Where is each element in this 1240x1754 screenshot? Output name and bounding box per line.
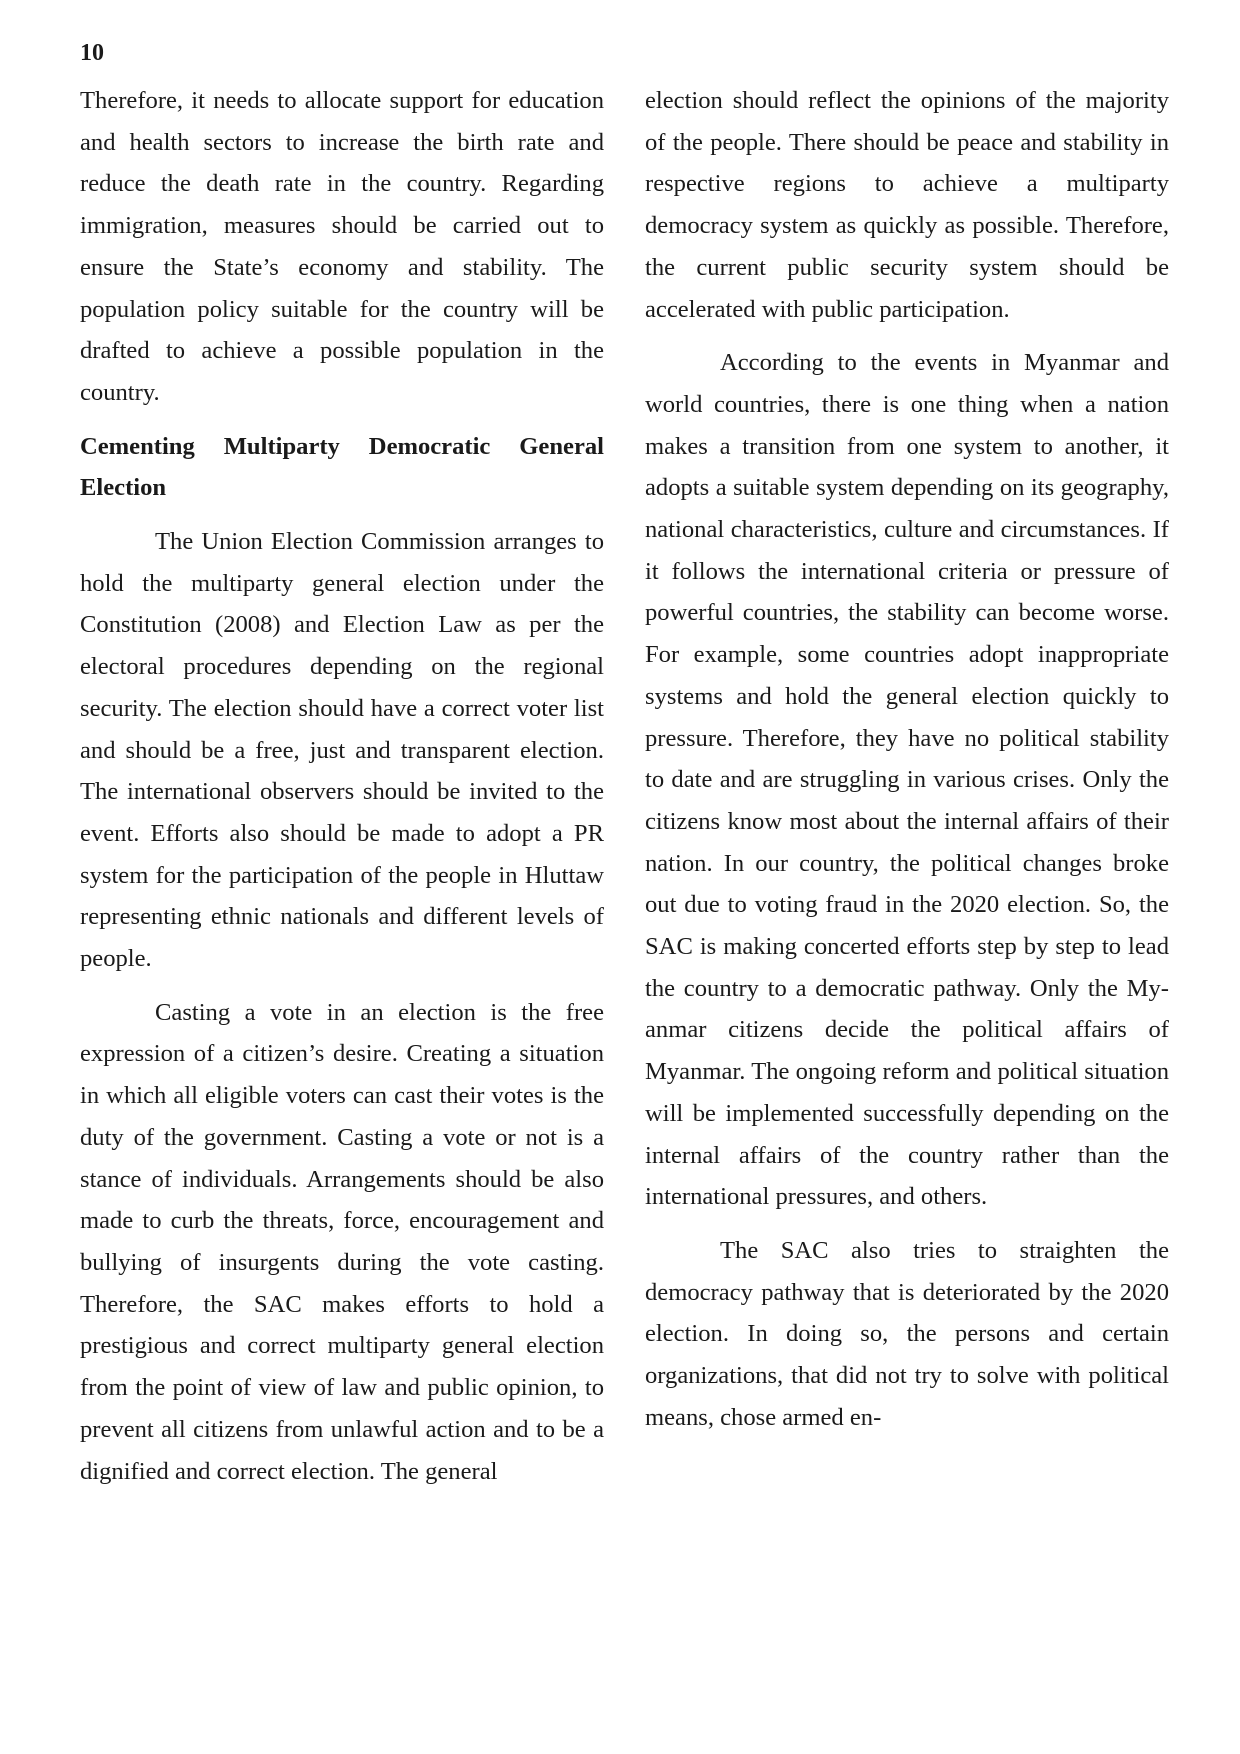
left-column (80, 80, 604, 1492)
body-paragraph: According to the events in Myanmar and world countries, there is one thing when a nation makes a transition from one system to another, it adopts a suitable system depending on its geography, national characteristics, culture and circumstances. If it follows the international criteria or pressure of powerful countries, the stability can become worse. For example, some countries adopt inappropriate systems and hold the general election quickly to pressure. Therefore, they have no political stability to date and are struggling in various crises. Only the citizens know most about the internal affairs of their nation. In our country, the political changes broke out due to voting fraud in the 2020 election. So, the SAC is making concerted efforts step by step to lead the country to a democratic pathway. Only the Myanmar citizens decide the political affairs of Myanmar. The ongoing reform and political situation will be implemented successfully depending on the internal affairs of the country rather than the international pressures, and others. (645, 349, 1169, 1211)
body-paragraph: The SAC also tries to straighten the democracy pathway that is deteriorated by the 2020 election. In doing so, the persons and certain organizations, that did not try to solve with political means, chose armed en- (645, 1236, 1169, 1431)
right-column (645, 80, 1169, 1439)
page-number: 10 (80, 40, 104, 66)
section-heading: Cementing Multiparty Democratic General Election (80, 432, 604, 502)
body-paragraph: The Union Election Commission arranges to hold the multiparty general election under the Constitution (2008) and Election Law as per the electoral procedures depending on the regional security. The election should have a correct voter list and should be a free, just and transparent election. The international observers should be invited to the event. Efforts also should be made to adopt a PR system for the participation of the people in Hluttaw representing ethnic nationals and different levels of people. (80, 528, 604, 973)
body-paragraph: election should reflect the opinions of the majority of the people. There should be peace and stability in respective regions to achieve a multiparty democracy system as quickly as possible. Therefore, the current public security system should be accelerated with public participation. (645, 87, 1169, 323)
body-paragraph: Therefore, it needs to allocate support for education and health sectors to increase the birth rate and reduce the death rate in the country. Regarding immigration, measures should be carried out to ensure the State’s economy and stability. The population policy suitable for the country will be drafted to achieve a possible population in the country. (80, 87, 604, 406)
body-paragraph: Casting a vote in an election is the free expression of a citizen’s desire. Creating a situation in which all eligible voters can cast their votes is the duty of the government. Casting a vote or not is a stance of individuals. Arrangements should be also made to curb the threats, force, encouragement and bullying of insurgents during the vote casting. Therefore, the SAC makes efforts to hold a prestigious and correct multiparty general election from the point of view of law and public opinion, to prevent all citizens from unlawful action and to be a dignified and correct election. The general (80, 998, 604, 1485)
